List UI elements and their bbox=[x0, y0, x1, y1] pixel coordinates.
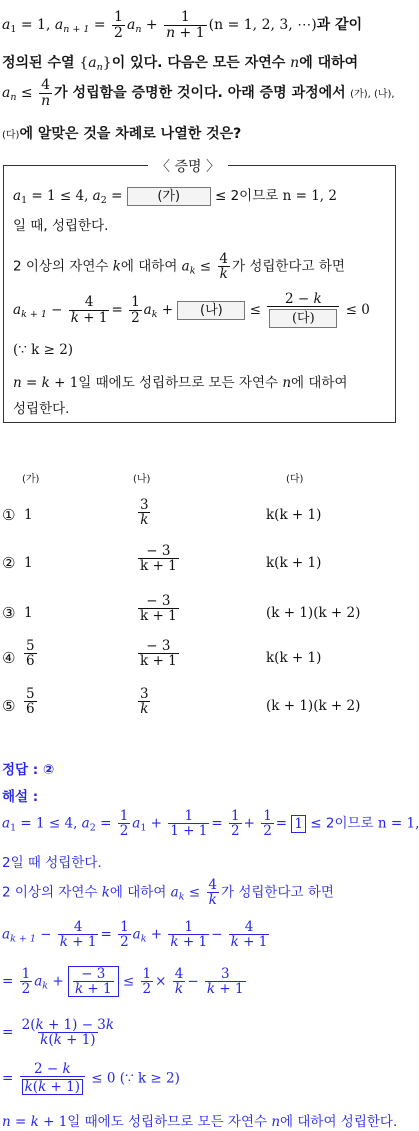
proof-line-6: n = k + 1일 때에도 성립하므로 모든 자연수 n에 대하여 bbox=[13, 375, 348, 391]
choice-2[interactable] bbox=[2, 543, 392, 592]
choice-ga: $\frac{5}{6}$ bbox=[26, 686, 35, 718]
explain-line-1: $a_1 = 1 \le 4$, $a_2$ = $\frac{1}{2}$ $a_1$ + $\frac{1}{1 + 1}$ = $\frac{1}{2}$ + $\frac{1}{2}$ = 1 ≤ 2이므로 n = 1, bbox=[2, 808, 419, 840]
choice-5[interactable] bbox=[2, 686, 392, 735]
blank-ga: (가) bbox=[127, 187, 211, 206]
choice-ga: 1 bbox=[24, 507, 33, 523]
choice-number: ⑤ bbox=[2, 697, 16, 715]
explain-line-5: = $\frac{1}{2}$ $a_k$ + $\frac{- 3}{k + 1}$ ≤ $\frac{1}{2}$ × $\frac{4}{k}$ − $\frac{3}{k + 1}$ bbox=[2, 966, 244, 998]
choice-da: k(k + 1) bbox=[266, 650, 322, 666]
blank-da: (다) bbox=[269, 309, 337, 328]
question-line-1: $a_1 = 1$, $a_{n + 1}$ = $\frac{1}{2}$ $a_n$ + $\frac{1}{n + 1}$ (n = 1, 2, 3, ⋯)과 같이 bbox=[2, 9, 363, 41]
choice-da: k(k + 1) bbox=[266, 555, 322, 571]
proof-line-3: 2 이상의 자연수 k에 대하여 $a_k$ ≤ $\frac{4}{k}$ 가 성립한다고 하면 bbox=[13, 251, 345, 283]
choice-na: $\frac{3}{k}$ bbox=[140, 686, 149, 718]
proof-line-4: $a_{k + 1}$ − $\frac{4}{k + 1}$ = $\frac{1}{2}$ $a_k$ + (나) ≤ $\frac{2 - k}{\text{(다)}}$ ≤ 0 bbox=[13, 291, 370, 327]
explain-line-8: n = k + 1일 때에도 성립하므로 모든 자연수 n에 대하여 성립한다. bbox=[2, 1114, 398, 1130]
explain-line-2: 2일 때 성립한다. bbox=[2, 855, 102, 871]
choice-na: $\frac{- 3}{k + 1}$ bbox=[140, 543, 177, 575]
question-line-4: (다)에 알맞은 것을 차례로 나열한 것은? bbox=[2, 126, 242, 142]
choice-4[interactable] bbox=[2, 638, 392, 687]
choice-number: ③ bbox=[2, 604, 16, 622]
choice-ga: 1 bbox=[24, 605, 33, 621]
boxed-answer-ga: 1 bbox=[291, 815, 306, 833]
choice-number: ④ bbox=[2, 649, 16, 667]
header-na: (나) bbox=[133, 474, 151, 485]
answer-label: 정답 : ② bbox=[2, 762, 55, 778]
proof-line-7: 성립한다. bbox=[13, 401, 70, 417]
choice-na: $\frac{- 3}{k + 1}$ bbox=[140, 593, 177, 625]
proof-title: 〈 증명 〉 bbox=[148, 156, 228, 176]
choice-number: ② bbox=[2, 554, 16, 572]
explain-line-6: = $\frac{2(k + 1) - 3k}{k(k + 1)}$ bbox=[2, 1017, 115, 1049]
choice-ga: 1 bbox=[24, 555, 33, 571]
explanation-label: 해설 : bbox=[2, 789, 39, 805]
proof-line-5: (∵ k ≥ 2) bbox=[13, 342, 74, 358]
question-line-3: $a_n$ ≤ $\frac{4}{n}$ 가 성립함을 증명한 것이다. 아래 증명 과정에서 (가), (나), bbox=[2, 77, 395, 109]
choice-1[interactable] bbox=[2, 497, 392, 544]
choice-number: ① bbox=[2, 506, 16, 524]
header-da: (다) bbox=[286, 474, 304, 485]
explain-line-3: 2 이상의 자연수 k에 대하여 $a_k$ ≤ $\frac{4}{k}$ 가 성립한다고 하면 bbox=[2, 877, 334, 909]
choice-da: k(k + 1) bbox=[266, 507, 322, 523]
boxed-answer-da: k(k + 1) bbox=[22, 1079, 83, 1095]
choice-na: $\frac{- 3}{k + 1}$ bbox=[140, 638, 177, 670]
choice-ga: $\frac{5}{6}$ bbox=[26, 638, 35, 670]
proof-line-1: $a_1 = 1 \le 4$, $a_2$ = (가) ≤ 2이므로 n = 1, 2 bbox=[13, 188, 337, 206]
choice-3[interactable] bbox=[2, 593, 392, 642]
proof-line-2: 일 때, 성립한다. bbox=[13, 218, 109, 234]
boxed-answer-na: $\frac{- 3}{k + 1}$ bbox=[68, 966, 119, 997]
header-ga: (가) bbox=[22, 474, 40, 485]
explain-line-7: = $\frac{2 - k}{k(k + 1)}$ ≤ 0 (∵ k ≥ 2) bbox=[2, 1061, 180, 1096]
blank-na: (나) bbox=[177, 301, 245, 320]
choice-da: (k + 1)(k + 2) bbox=[266, 605, 361, 621]
explain-line-4: $a_{k + 1}$ − $\frac{4}{k + 1}$ = $\frac{1}{2}$ $a_k$ + $\frac{1}{k + 1}$ − $\frac{4}{k + 1}$ bbox=[2, 919, 268, 951]
question-line-2: 정의된 수열 $\{a_n\}$이 있다. 다음은 모든 자연수 n에 대하여 bbox=[2, 55, 359, 73]
choice-na: $\frac{3}{k}$ bbox=[140, 497, 149, 529]
choice-da: (k + 1)(k + 2) bbox=[266, 698, 361, 714]
